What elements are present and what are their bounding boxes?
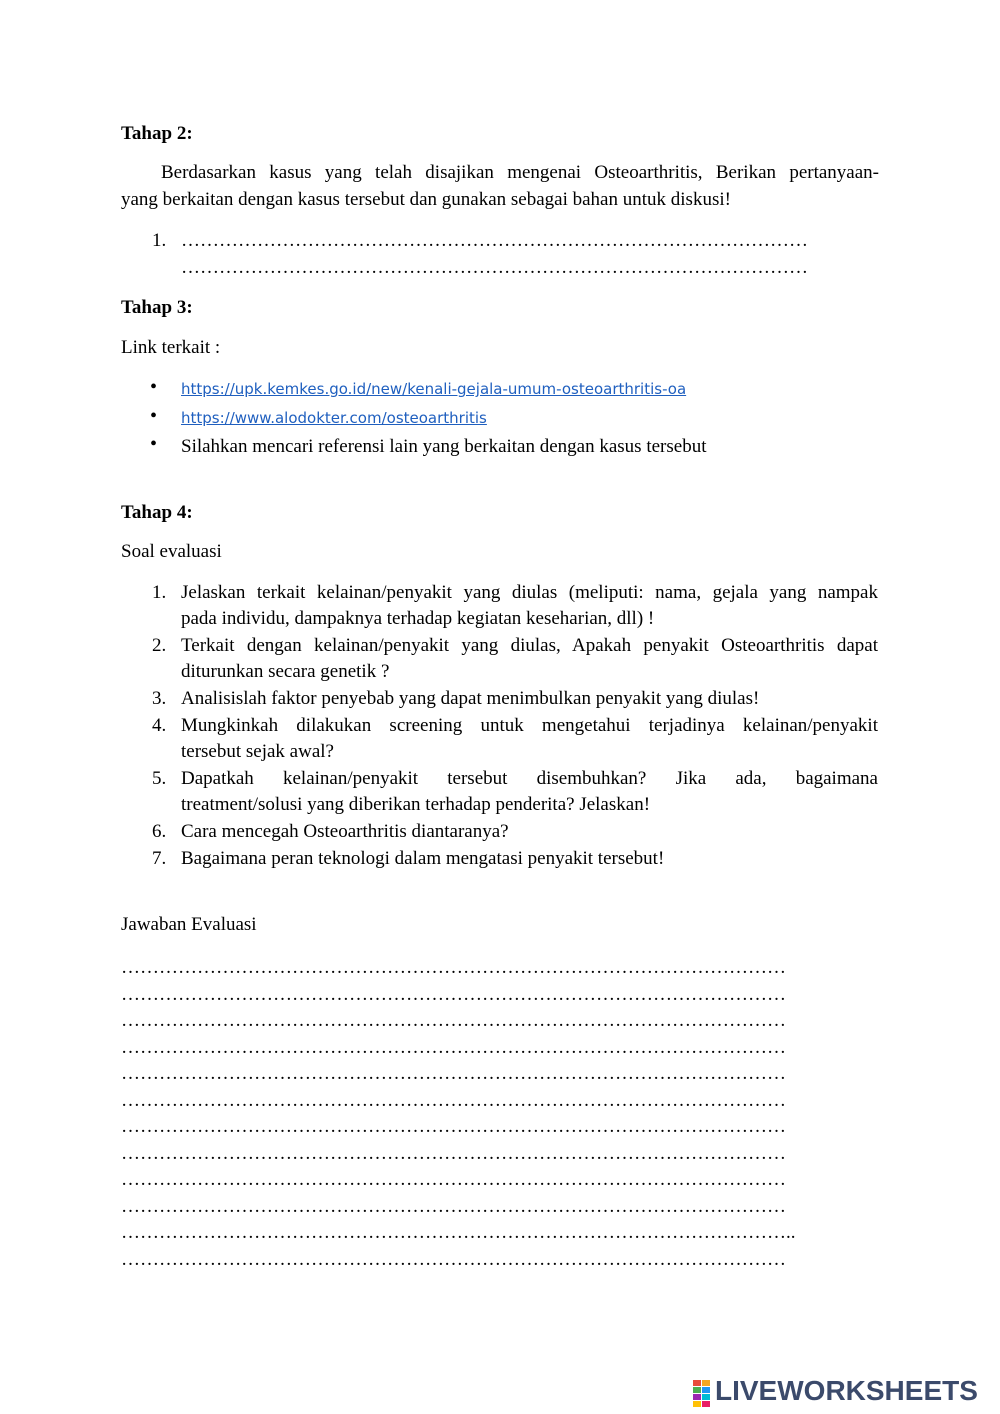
question-number: 1.	[152, 582, 167, 603]
bullet-icon: •	[150, 405, 158, 427]
link-kemkes[interactable]: https://upk.kemkes.go.id/new/kenali-gejala-umum-osteoarthritis-oa	[181, 380, 687, 398]
answer-line[interactable]: ……………………………………………………………………………………………	[121, 1196, 786, 1217]
link-terkait-label: Link terkait :	[121, 337, 221, 358]
question-text: treatment/solusi yang diberikan terhadap penderita? Jelaskan!	[181, 794, 651, 815]
answer-line[interactable]: ……………………………………………………………………………………………	[121, 1063, 786, 1084]
answer-line[interactable]: ……………………………………………………………………………………………	[121, 1249, 786, 1270]
answer-line[interactable]: ……………………………………………………………………………………………	[121, 1090, 786, 1111]
question-number: 2.	[152, 635, 167, 656]
tahap-4-heading: Tahap 4:	[121, 502, 193, 523]
jawaban-evaluasi-label: Jawaban Evaluasi	[121, 914, 257, 935]
question-text: Bagaimana peran teknologi dalam mengatasi penyakit tersebut!	[181, 848, 665, 869]
answer-line[interactable]: ……………………………………………………………………………………………	[121, 984, 786, 1005]
question-number: 6.	[152, 821, 167, 842]
question-text: pada individu, dampaknya terhadap kegiatan keseharian, dll) !	[181, 608, 655, 629]
soal-evaluasi-label: Soal evaluasi	[121, 541, 222, 562]
reference-note: Silahkan mencari referensi lain yang berkaitan dengan kasus tersebut	[181, 436, 707, 457]
tahap-3-heading: Tahap 3:	[121, 297, 193, 318]
answer-line[interactable]: ……………………………………………………………………………………………	[121, 957, 786, 978]
tahap-2-answer-dots[interactable]: ………………………………………………………………………………………	[181, 257, 808, 278]
tahap-2-heading: Tahap 2:	[121, 123, 193, 144]
bullet-icon: •	[150, 376, 158, 398]
question-text: Analisislah faktor penyebab yang dapat menimbulkan penyakit yang diulas!	[181, 688, 760, 709]
question-number: 3.	[152, 688, 167, 709]
answer-line[interactable]: ……………………………………………………………………………………………	[121, 1169, 786, 1190]
bullet-icon: •	[150, 433, 158, 455]
logo-grid-icon	[693, 1380, 711, 1406]
answer-line[interactable]: ……………………………………………………………………………………………	[121, 1037, 786, 1058]
answer-line[interactable]: ……………………………………………………………………………………………	[121, 1143, 786, 1164]
tahap-2-paragraph-line-2: yang berkaitan dengan kasus tersebut dan gunakan sebagai bahan untuk diskusi!	[121, 189, 731, 210]
question-text: Jelaskan terkait kelainan/penyakit yang diulas (meliputi: nama, gejala yang nampak	[181, 582, 878, 603]
question-number: 7.	[152, 848, 167, 869]
question-number: 5.	[152, 768, 167, 789]
tahap-2-item-number: 1.	[152, 230, 167, 251]
tahap-2-answer-dots[interactable]: ………………………………………………………………………………………	[181, 230, 808, 251]
question-text: Terkait dengan kelainan/penyakit yang diulas, Apakah penyakit Osteoarthritis dapat	[181, 635, 878, 656]
liveworksheets-logo	[693, 1375, 993, 1409]
answer-line[interactable]: ……………………………………………………………………………………………	[121, 1010, 786, 1031]
answer-line[interactable]: ……………………………………………………………………………………………	[121, 1116, 786, 1137]
link-alodokter[interactable]: https://www.alodokter.com/osteoarthritis	[181, 409, 487, 427]
logo-wordmark: LIVEWORKSHEETS	[715, 1375, 978, 1406]
question-text: diturunkan secara genetik ?	[181, 661, 390, 682]
question-text: Cara mencegah Osteoarthritis diantaranya?	[181, 821, 509, 842]
question-number: 4.	[152, 715, 167, 736]
tahap-2-paragraph-line-1: Berdasarkan kasus yang telah disajikan mengenai Osteoarthritis, Berikan pertanyaan-	[161, 162, 879, 183]
question-text: tersebut sejak awal?	[181, 741, 334, 762]
question-text: Dapatkah kelainan/penyakit tersebut disembuhkan? Jika ada, bagaimana	[181, 768, 878, 789]
question-text: Mungkinkah dilakukan screening untuk mengetahui terjadinya kelainan/penyakit	[181, 715, 878, 736]
answer-line[interactable]: ……………………………………………………………………………………………..	[121, 1222, 796, 1243]
